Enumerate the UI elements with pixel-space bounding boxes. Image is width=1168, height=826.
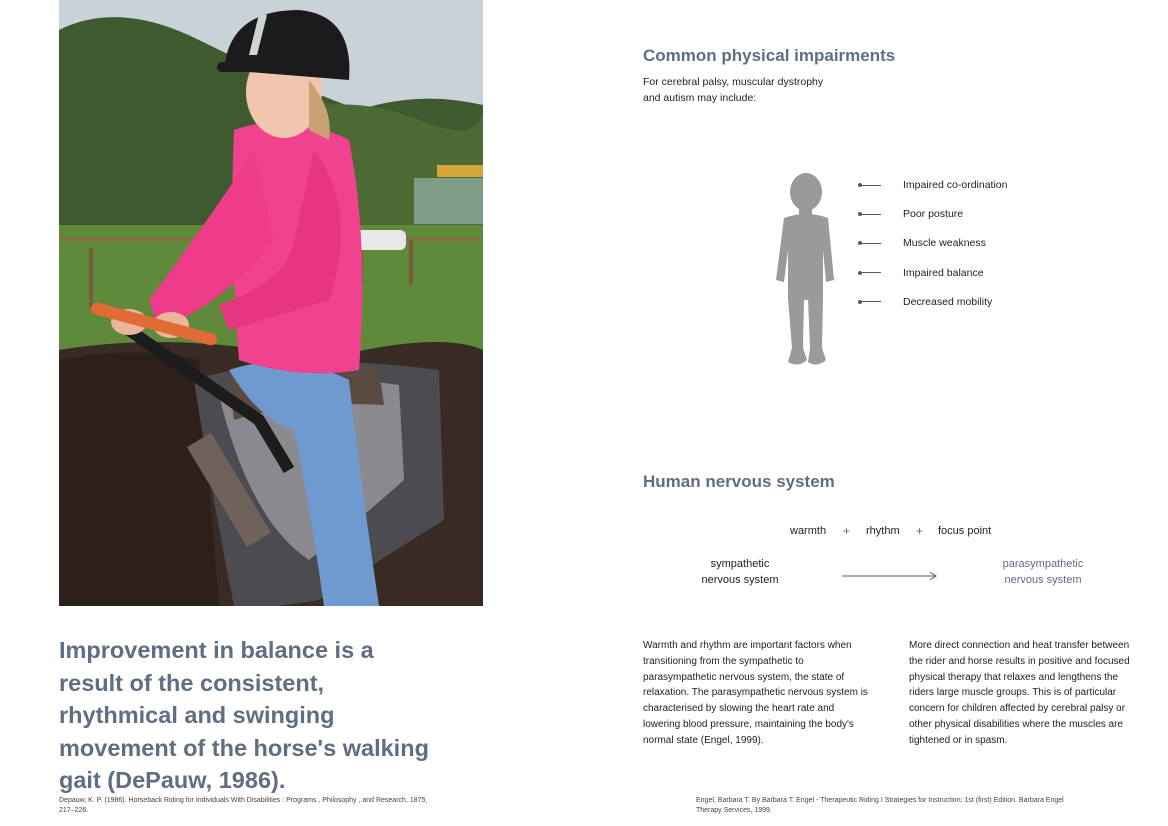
reference-engel: Engel, Barbara T. By Barbara T. Engel - Therapeutic Riding I Strategies for Instruction: 1st (first) Edition. Barbara Engel Therapy Services, 1999.: [696, 797, 1064, 814]
nervous-body-left: Warmth and rhythm are important factors when transitioning from the sympathetic to parasympathetic nervous system, the state of relaxation. The parasympathetic nervous system is characterised by slowing the heart rate and lowering blood pressure, maintaining the body's normal state (Engel, 1999).: [643, 640, 868, 746]
parasympathetic-label: parasympathetic nervous system: [1002, 558, 1084, 586]
nervous-body-right: More direct connection and heat transfer between the rider and horse results in positive and focused physical therapy that relaxes and lengthens the riders large muscle groups. This is of particular concern for children affected by cerebral palsy or other physical disabilities where the muscles are tightened or in spasm.: [909, 640, 1130, 746]
girl-on-horse-photo: [59, 0, 483, 606]
formula-plus-1: +: [843, 524, 851, 538]
arrow-right-icon: [842, 569, 940, 587]
sympathetic-label: sympathetic nervous system: [701, 558, 779, 586]
formula-focus-point: focus point: [938, 525, 992, 537]
impairments-intro: For cerebral palsy, muscular dystrophy and autism may include:: [643, 76, 824, 104]
impairments-heading: Common physical impairments: [643, 46, 896, 65]
formula-warmth: warmth: [790, 525, 827, 537]
formula-rhythm: rhythm: [866, 525, 900, 537]
reference-depauw: Depauw, K. P. (1986). Horseback Riding for Individuals With Disabilities : Programs , Philosophy , and Research, 1875, 217–226.: [59, 797, 428, 814]
child-silhouette-icon: [768, 170, 842, 375]
nervous-heading: Human nervous system: [643, 472, 835, 491]
pull-quote: Improvement in balance is a result of the consistent, rhythmical and swinging movement of the horse's walking gait (DePauw, 1986).: [59, 637, 429, 793]
formula-plus-2: +: [916, 524, 924, 538]
